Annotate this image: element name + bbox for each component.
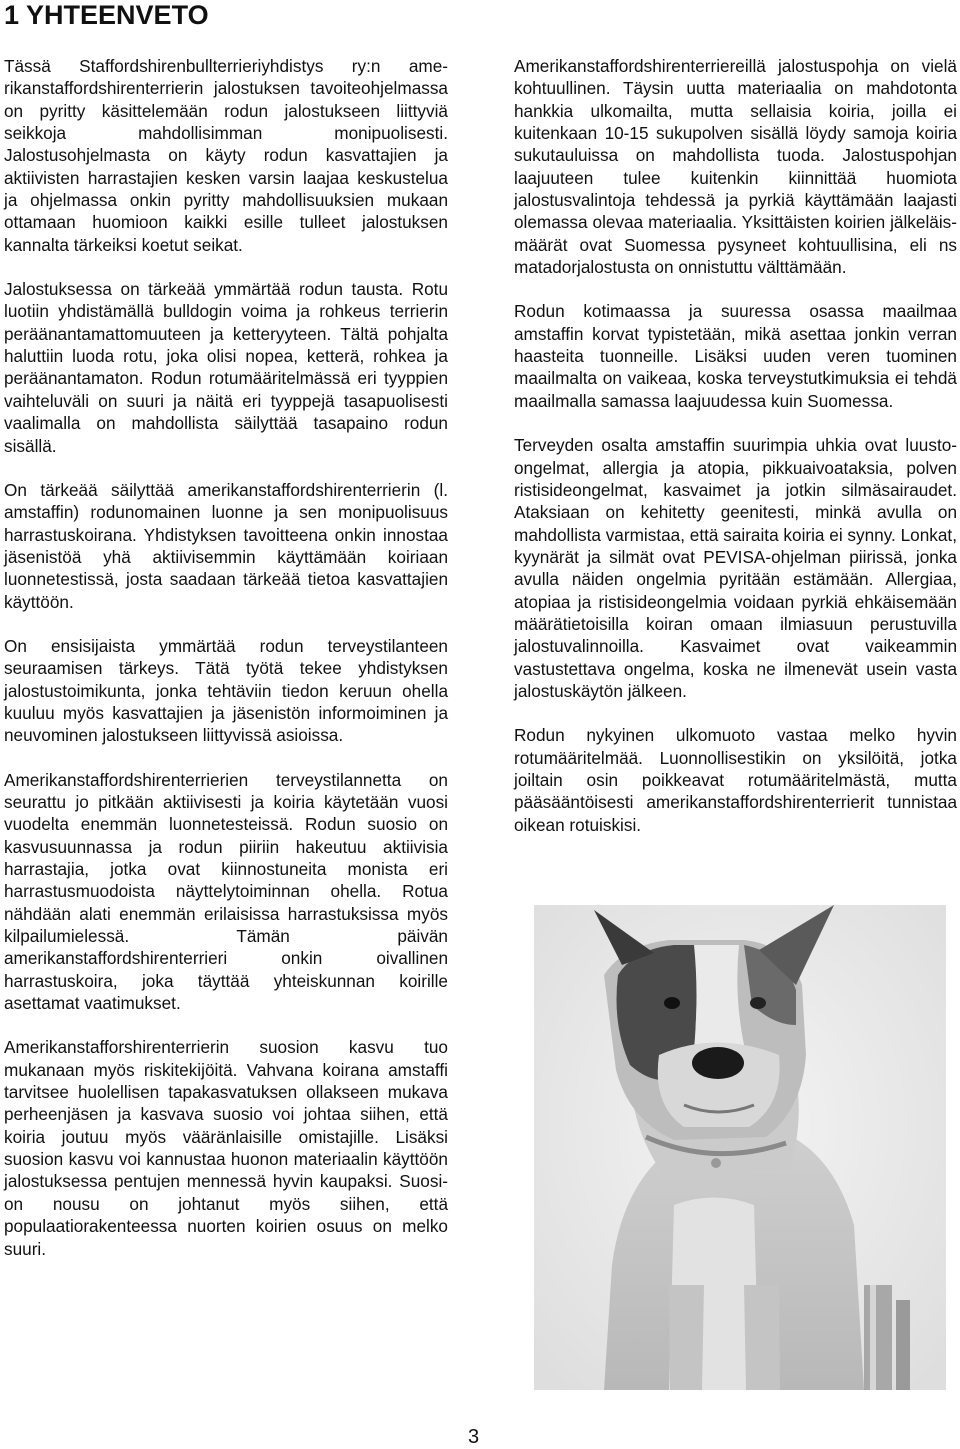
paragraph: Amerikanstaffordshirenterriereillä jalostuspohja on vielä kohtuullinen. Täysin uutta materiaalia on mahdotonta hankkia ulkomailta, mutta sellaisia koiria, joilla ei kuitenkaan 10-15 sukupolven sisällä löydy samoja koiria sukutauluissa on mahdollista tuoda. Jalostuspohjan laajuuteen tulee kuitenkin kiinnittää huomiota jalostusvalintoja tehdessä ja pyrkiä käyttämään laajasti olemassa olevaa materiaalia. Yksittäisten koirien jälkeläismäärät ovat Suomessa pysyneet kohtuullisina, eli ns matadorjalostusta on onnistuttu välttämään. <box>514 56 957 278</box>
page-number: 3 <box>468 1426 480 1448</box>
paragraph: On ensisijaista ymmärtää rodun terveystilanteen seuraamisen tärkeys. Tätä työtä tekee yhdistyksen jalostustoimikunta, jonka tehtäviin tiedon keruun ohella kuuluu myös kasvattajien ja jäsenistön informoiminen ja neuvominen jalostukseen liittyvissä asioissa. <box>4 635 448 746</box>
paragraph: Amerikanstafforshirenterrierin suosion kasvu tuo mukanaan myös riskitekijöitä. Vahvana koirana amstaffi tarvitsee huolellisen tapakasvatuksen ollakseen mukava perheenjäsen ja kasvava suosio voi johtaa siihen, että koiria joutuu myös vääränlaisille omistajille. Lisäksi suosion kasvu voi kannustaa huonon materiaalin käyttöön jalostuksessa pentujen mennessä hyvin kaupaksi. Suosion nousu on johtanut myös siihen, että populaatiorakenteessa nuorten koirien osuus on melko suuri. <box>4 1037 448 1259</box>
paragraph: Tässä Staffordshirenbullterrieriyhdistys ry:n amerikanstaffordshirenterrierin jalostuksen tavoiteohjelmassa on pyritty käsittelemään rodun jalostukseen liittyviä seikkoja mahdollisimman monipuolisesti. Jalostusohjelmasta on käyty rodun kasvattajien ja aktiivisten harrastajien kesken varsin laajaa keskustelua ja ohjelmassa onkin pyritty mahdollisuuksien mukaan ottamaan huomioon kaikki esille tulleet jalostuksen kannalta tärkeiksi koetut seikat. <box>4 56 448 255</box>
paragraph: Jalostuksessa on tärkeää ymmärtää rodun tausta. Rotu luotiin yhdistämällä bulldogin voima ja rohkeus terrierin peräänantamattomuuteen ja ketteryyteen. Tältä pohjalta haluttiin luoda rotu, joka olisi nopea, ketterä, rohkea ja peräänantamaton. Rodun rotumääritelmässä eri tyyppien vaihteluväli on suuri ja näitä eri tyyppejä tasapuolisesti vaalimalla on mahdollista säilyttää tasapaino rodun sisällä. <box>4 279 448 456</box>
dog-portrait-icon <box>534 905 946 1390</box>
right-column <box>514 55 957 858</box>
paragraph: Amerikanstaffordshirenterrierien terveystilannetta on seurattu jo pitkään aktiivisesti ja koiria käytetään vuosi vuodelta enemmän luonnetesteissä. Rodun suosio on kasvusuunnassa ja rodun piiriin hakeutuu aktiivisia harrastajia, jotka ovat kiinnostuneita monista eri harrastusmuodoista näyttelytoiminnan ohella. Rotua nähdään alati enemmän erilaisissa harrastuksissa myös kilpailumielessä. Tämän päivän amerikanstaffordshirenterrieri onkin oivallinen harrastuskoira, joka täyttää yhteiskunnan koirille asettamat vaatimukset. <box>4 769 448 1014</box>
paragraph: Terveyden osalta amstaffin suurimpia uhkia ovat luusto-ongelmat, allergia ja atopia, pikkuaivoataksia, polven ristisideongelmat, kasvaimet ja jotkin silmäsairaudet. Ataksiaan on kehitetty geenitesti, minkä avulla on mahdollista varmistaa, että sairaita koiria ei synny. Lonkat, kyynärät ja silmät ovat PEVISA-ohjelman piirissä, jonka avulla näiden ongelmia pyritään estämään. Allergiaa, atopiaa ja ristisideongelmia voidaan pyrkiä ehkäisemään määrätietoisilla koiran omaan ilmiasuun perustuvilla jalostuvalinnoilla. Kasvaimet ovat vaikeammin vastustettava ongelma, koska ne ilmenevät usein vasta jalostuskäytön jälkeen. <box>514 435 957 701</box>
paragraph: Rodun nykyinen ulkomuoto vastaa melko hyvin rotumääritelmää. Luonnollisestikin on yksilöitä, jotka joiltain osin poikkeavat rotumääritelmästä, mutta pääsääntöisesti amerikanstaffordshirenterrierit tunnistaa oikean rotuiskisi. <box>514 725 957 835</box>
section-heading: 1 YHTEENVETO <box>4 0 209 30</box>
left-column <box>4 55 448 1282</box>
paragraph: On tärkeää säilyttää amerikanstaffordshirenterrierin (l. amstaffin) rodunomainen luonne ja sen monipuolisuus harrastuskoirana. Yhdistyksen tavoitteena onkin innostaa jäsenistöä yhä aktiivisemmin käyttämään koiriaan luonnetestissä, josta saadaan tärkeää tietoa kasvattajien käyttöön. <box>4 479 448 612</box>
paragraph: Rodun kotimaassa ja suuressa osassa maailmaa amstaffin korvat typistetään, mikä asettaa jonkin verran haasteita tuonneille. Lisäksi uuden veren tuominen maailmalta on vaikeaa, koska terveystutkimuksia ei tehdä maailmalla samassa laajuudessa kuin Suomessa. <box>514 301 957 411</box>
dog-portrait-photo <box>534 905 946 1390</box>
